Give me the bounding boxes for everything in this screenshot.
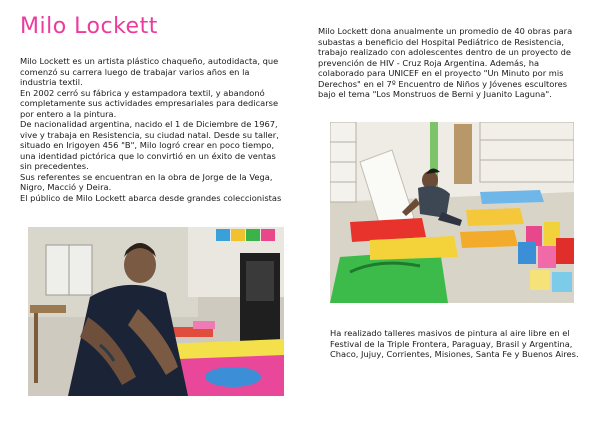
- page-title: Milo Lockett: [20, 14, 158, 39]
- bio-paragraph: Sus referentes se encuentran en la obra de Jorge de la Vega, Nigro, Macció y Deira.: [20, 171, 273, 192]
- workshops-text: Ha realizado talleres masivos de pintura al aire libre en el Festival de la Triple Frontera, Paraguay, Brasil y Argentina, Chaco, Jujuy, Corrientes, Misiones, Santa Fe y Buenos Aires.: [330, 328, 579, 359]
- workshop-photo: [330, 122, 574, 303]
- bio-paragraph: Milo Lockett es un artista plástico chaqueño, autodidacta, que comenzó su carrera luego de trabajar varios años en la industria textil.: [20, 56, 279, 87]
- bio-paragraph: De nacionalidad argentina, nacido el 1 de Diciembre de 1967, vive y trabaja en Resistencia, su ciudad natal. Desde su taller, situado en Irigoyen 456 "B", Milo logró crear en poco tiempo, una identidad pictórica que lo convirtió en un éxito de ventas sin precedentes.: [20, 119, 279, 171]
- bio-paragraph: El público de Milo Lockett abarca desde grandes coleccionistas: [20, 192, 282, 203]
- donation-text: Milo Lockett dona anualmente un promedio de 40 obras para subastas a beneficio del Hospital Pediátrico de Resistencia, trabajo realizado con adolescentes dentro de un proyecto de prevención de HIV - Cruz Roja Argentina. Además, ha colaborado para UNICEF en el proyecto "Un Minuto por mis Derechos" en el 7º Encuentro de Niños y Jóvenes escultores bajo el tema "Los Monstruos de Berni y Juanito Laguna".: [318, 26, 573, 99]
- artist-painting-photo: [28, 227, 284, 396]
- biography-text: [20, 56, 288, 203]
- bio-paragraph: En 2002 cerró su fábrica y estampadora textil, y abandonó completamente sus actividades empresariales para dedicarse por entero a la pintura.: [20, 87, 279, 119]
